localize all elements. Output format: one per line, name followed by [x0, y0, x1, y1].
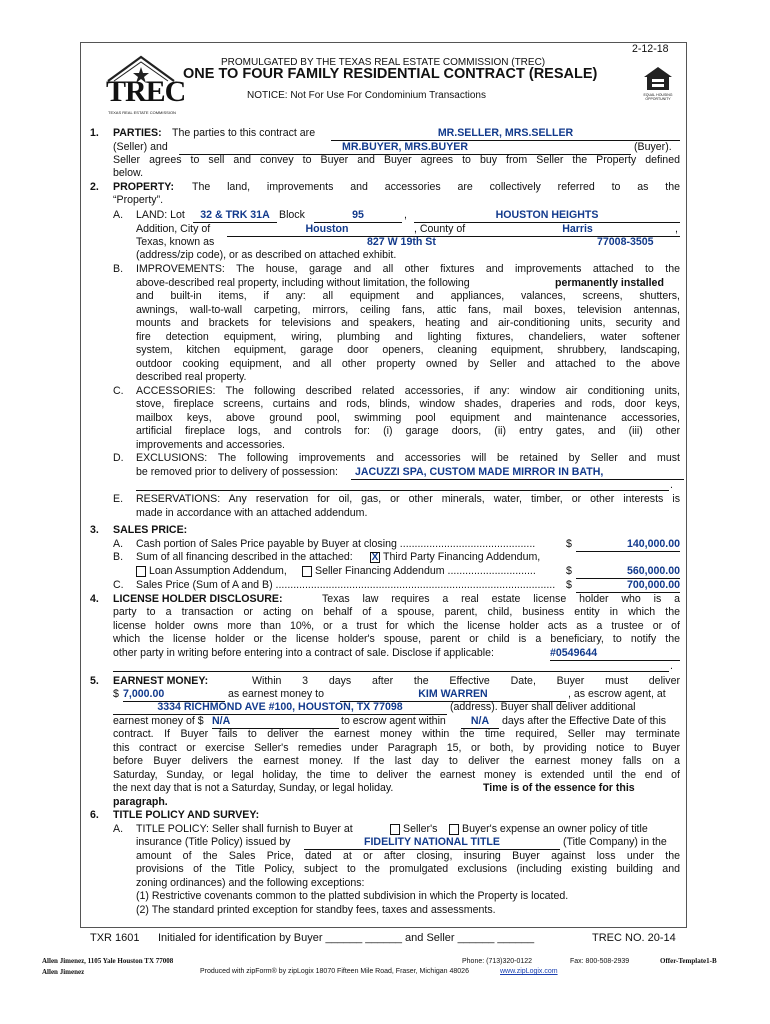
sec5-line-2: before Buyer delivers the earnest money. If the last day to deliver the earnest money falls on a: [113, 755, 680, 767]
sec5-line2b: , as escrow agent, at: [568, 688, 666, 700]
sec4-line-1: license holder owns more than 10%, or a trust for which the license holder acts as a trustee or of: [113, 620, 680, 632]
sec6-a-line2a: insurance (Title Policy) issued by: [136, 836, 291, 848]
sec1-line3: Seller agrees to sell and convey to Buyer and Buyer agrees to buy from Seller the Property defined: [113, 154, 680, 166]
sec5-line3b: (address). Buyer shall deliver additional: [450, 701, 636, 713]
sec1-heading: PARTIES:: [113, 127, 162, 139]
period-2: .: [670, 660, 673, 672]
sec3-b-text2: Loan Assumption Addendum,: [149, 565, 287, 577]
sec5-heading: EARNEST MONEY:: [113, 675, 209, 687]
sec3-b-text1b: Third Party Financing Addendum,: [383, 551, 541, 563]
sec4-last: other party in writing before entering into a contract of sale. Disclose if applicable:: [113, 647, 494, 659]
sec6-a-line1a: TITLE POLICY: Seller shall furnish to Buyer at: [136, 823, 353, 835]
notice-line: NOTICE: Not For Use For Condominium Transactions: [247, 90, 486, 101]
sec2-b-line-1: above-described real property, including without limitation, the following: [136, 277, 470, 289]
sec3-b-dollar: $: [566, 565, 572, 577]
sec1-number: 1.: [90, 127, 99, 139]
sec3-heading: SALES PRICE:: [113, 524, 188, 536]
form-number: TXR 1601: [90, 932, 140, 944]
sec2-c-line-2: mailbox keys, above ground pool, swimming pool equipment and maintenance accessories,: [136, 412, 680, 424]
sec6-exception-1: (1) Restrictive covenants common to the platted subdivision in which the Property is located.: [136, 890, 569, 902]
sec2-a-known-text: Texas, known as: [136, 236, 215, 248]
comma-2: ,: [675, 223, 678, 235]
sec1-line4: below.: [113, 167, 144, 179]
sec5-line2a: as earnest money to: [228, 688, 324, 700]
sec3-a-text: Cash portion of Sales Price payable by Buyer at closing ..............................................: [136, 538, 536, 550]
address-field[interactable]: [227, 236, 680, 248]
sec2-c-line-0: ACCESSORIES: The following described related accessories, if any: window air conditioning units,: [136, 385, 680, 397]
period-1: .: [670, 479, 673, 491]
sec1-line2b: (Buyer).: [634, 141, 672, 153]
financing-sum-field[interactable]: 560,000.00: [576, 565, 680, 579]
sec5-last-a: the next day that is not a Saturday, Sunday, or legal holiday.: [113, 782, 394, 794]
sec2-b-bold: permanently installed: [555, 277, 664, 289]
sec1-line1: The parties to this contract are: [172, 127, 316, 139]
comma-1: ,: [404, 209, 407, 221]
sec5-line4a: earnest money of $: [113, 715, 204, 727]
form-date: 2-12-18: [632, 43, 669, 55]
block-field[interactable]: 95: [314, 209, 402, 223]
agent-line-1: Allen Jimenez, 1105 Yale Houston TX 77008: [42, 957, 174, 965]
sec2-b-line-0: IMPROVEMENTS: The house, garage and all other fixtures and improvements attached to the: [136, 263, 680, 275]
equal-housing-logo: [643, 66, 673, 102]
sec2-line1: The land, improvements and accessories are collectively referred to as the: [192, 181, 680, 193]
agent-line-2: Allen Jimenez: [42, 968, 85, 976]
sec2-a-block-text: Block: [279, 209, 305, 221]
sec6-line-1: provisions of the Title Policy, subject to the promulgated exclusions (including existing building and: [136, 863, 680, 875]
sec6-number: 6.: [90, 809, 99, 821]
equal-housing-icon: [643, 66, 673, 92]
escrow-agent-field[interactable]: KIM WARREN: [340, 688, 566, 702]
sec2-a-last: (address/zip code), or as described on attached exhibit.: [136, 249, 397, 261]
trec-number: TREC NO. 20-14: [592, 932, 676, 944]
additional-days-field[interactable]: N/A: [461, 715, 499, 729]
sec2-a-addition-text: Addition, City of: [136, 223, 211, 235]
sec5-last-c: paragraph.: [113, 796, 168, 808]
buyer-name-field[interactable]: MR.BUYER, MRS.BUYER: [179, 141, 631, 155]
sec5-line-0: contract. If Buyer fails to deliver the earnest money within the time required, Seller may terminate: [113, 728, 680, 740]
equal-housing-text: EQUAL HOUSING OPPORTUNITY: [643, 93, 673, 101]
buyer-expense-checkbox[interactable]: [449, 824, 459, 835]
sales-price-field[interactable]: 700,000.00: [576, 579, 680, 593]
sec4-line1: Texas law requires a real estate license holder who is a: [322, 593, 680, 605]
exclusions-field[interactable]: JACUZZI SPA, CUSTOM MADE MIRROR IN BATH,: [351, 466, 684, 480]
seller-name-field[interactable]: MR.SELLER, MRS.SELLER: [331, 127, 680, 141]
sec2-e-line2: made in accordance with an attached addendum.: [136, 507, 368, 519]
sec4-heading: LICENSE HOLDER DISCLOSURE:: [113, 593, 283, 605]
sec3-c-text: Sales Price (Sum of A and B) ...............................................................................................: [136, 579, 556, 591]
sec5-line4c: days after the Effective Date of this: [502, 715, 667, 727]
sec5-number: 5.: [90, 675, 99, 687]
sec4-line-0: party to a transaction or acting on behalf of a spouse, parent, child, business entity in which the: [113, 606, 680, 618]
sec3-b-label: B.: [113, 551, 124, 563]
sec6-a-label: A.: [113, 823, 124, 835]
sec2-c-line-4: improvements and accessories.: [136, 439, 285, 451]
lot-field[interactable]: 32 & TRK 31A: [193, 209, 277, 223]
promulgated-line: PROMULGATED BY THE TEXAS REAL ESTATE COMMISSION (TREC): [221, 57, 546, 68]
sec3-b-text2b: Seller Financing Addendum ..............................: [315, 565, 536, 577]
sec2-heading: PROPERTY:: [113, 181, 175, 193]
sec2-b-line-2: and built-in items, if any: all equipment and appliances, valances, screens, shutters,: [136, 290, 680, 302]
agent-fax: Fax: 800-508-2939: [570, 958, 630, 965]
trec-logo-subtext: TEXAS REAL ESTATE COMMISSION: [108, 110, 176, 115]
sec5-line-3: Saturday, Sunday, or legal holiday, the time to deliver the earnest money is extended until the end of: [113, 769, 680, 781]
third-party-financing-checkbox[interactable]: X: [371, 552, 379, 563]
sec6-line-2: zoning ordinances) and the following exceptions:: [136, 877, 365, 889]
produced-by: Produced with zipForm® by zipLogix 18070 Fifteen Mile Road, Fraser, Michigan 48026: [200, 968, 469, 975]
sec3-c-label: C.: [113, 579, 124, 591]
sec2-b-line-4: mounts and brackets for televisions and speakers, heating and air-conditioning units, security and: [136, 317, 680, 329]
sec3-a-label: A.: [113, 538, 124, 550]
sec6-exception-2: (2) The standard printed exception for standby fees, taxes and assessments.: [136, 904, 496, 916]
sec2-c-line-1: stove, fireplace screens, curtains and rods, blinds, window shades, draperies and rods, door keys,: [136, 398, 680, 410]
county-field[interactable]: Harris: [483, 223, 672, 237]
sec2-b-line-7: outdoor cooking equipment, and all other property owned by Seller and attached to the above: [136, 358, 680, 370]
sec3-c-dollar: $: [566, 579, 572, 591]
sec5-line4b: to escrow agent within: [341, 715, 446, 727]
disclosure-line-2[interactable]: [113, 659, 669, 672]
sec6-a-buyer: Buyer's expense an owner policy of title: [462, 823, 648, 835]
sec6-heading: TITLE POLICY AND SURVEY:: [113, 809, 260, 821]
initials-line: Initialed for identification by Buyer ______ ______ and Seller ______ ______: [158, 932, 535, 944]
sec2-b-line-8: described real property.: [136, 371, 247, 383]
sec2-b-label: B.: [113, 263, 124, 275]
addition-field[interactable]: HOUSTON HEIGHTS: [414, 209, 680, 223]
agent-phone: Phone: (713)320-0122: [462, 958, 533, 965]
sec5-line-1: this contract or exercise Seller's remedies under Paragraph 15, or both, by providing notice to Buyer: [113, 742, 680, 754]
sec1-line2a: (Seller) and: [113, 141, 168, 153]
sec5-line1: Within 3 days after the Effective Date, Buyer must deliver: [252, 675, 680, 687]
page-title: ONE TO FOUR FAMILY RESIDENTIAL CONTRACT (RESALE): [183, 66, 598, 82]
sec2-a-lot-text: LAND: Lot: [136, 209, 185, 221]
template-name: Offer-Template1-B: [660, 957, 717, 965]
sec4-number: 4.: [90, 593, 99, 605]
sec2-d-line2: be removed prior to delivery of possession:: [136, 466, 338, 478]
sec6-a-line2b: (Title Company) in the: [563, 836, 667, 848]
sec2-line2: “Property”.: [113, 194, 164, 206]
sec2-c-label: C.: [113, 385, 124, 397]
sec2-b-line-5: fire detection equipment, wiring, plumbing and lighting fixtures, chandeliers, water softener: [136, 331, 680, 343]
disclosure-field[interactable]: #0549644: [550, 647, 680, 661]
loan-assumption-checkbox[interactable]: [136, 566, 146, 577]
sec6-line-0: amount of the Sales Price, dated at or after closing, insuring Buyer against loss under the: [136, 850, 680, 862]
sec2-number: 2.: [90, 181, 99, 193]
sec2-a-label: A.: [113, 209, 124, 221]
trec-logo: [104, 55, 186, 117]
ziplogix-link[interactable]: www.zipLogix.com: [500, 968, 558, 975]
sec2-e-label: E.: [113, 493, 124, 505]
sec3-number: 3.: [90, 524, 99, 536]
sec2-a-county-text: , County of: [414, 223, 466, 235]
sec4-line-2: which the license holder or the license holder's spouse, parent or child is a beneficiary, to notify the: [113, 633, 680, 645]
sec5-dollar: $: [113, 688, 119, 700]
title-company-field[interactable]: FIDELITY NATIONAL TITLE: [304, 836, 560, 850]
cash-portion-field[interactable]: 140,000.00: [576, 538, 680, 552]
seller-expense-checkbox[interactable]: [390, 824, 400, 835]
address-value: 827 W 19th St: [367, 236, 436, 248]
zip-value: 77008-3505: [597, 236, 654, 248]
sec5-last-b: Time is of the essence for this: [483, 782, 635, 794]
trec-logo-text: TREC: [106, 75, 186, 108]
sec2-e-line1: RESERVATIONS: Any reservation for oil, gas, or other minerals, water, timber, or other interests is: [136, 493, 680, 505]
sec3-b-text1: Sum of all financing described in the attached:: [136, 551, 353, 563]
additional-earnest-field[interactable]: N/A: [212, 715, 339, 729]
sec2-d-line1: EXCLUSIONS: The following improvements and accessories will be retained by Seller and must: [136, 452, 680, 464]
sec6-a-seller: Seller's: [403, 823, 438, 835]
sec2-b-line-3: awnings, wall-to-wall carpeting, mirrors, ceiling fans, attic fans, mail boxes, television antennas,: [136, 304, 680, 316]
seller-financing-checkbox[interactable]: [302, 566, 312, 577]
sec3-a-dollar: $: [566, 538, 572, 550]
exclusions-line-2[interactable]: [136, 478, 669, 491]
escrow-address-field[interactable]: 3334 RICHMOND AVE #100, HOUSTON, TX 77098: [113, 701, 447, 715]
sec2-d-label: D.: [113, 452, 124, 464]
sec2-c-line-3: artificial fireplace logs, and controls for: (i) garage doors, (ii) entry gates, and (iii) other: [136, 425, 680, 437]
sec2-b-line-6: system, kitchen equipment, garage door openers, cleaning equipment, shrubbery, landscaping,: [136, 344, 680, 356]
city-field[interactable]: Houston: [250, 223, 404, 237]
earnest-money-field[interactable]: 7,000.00: [123, 688, 225, 702]
